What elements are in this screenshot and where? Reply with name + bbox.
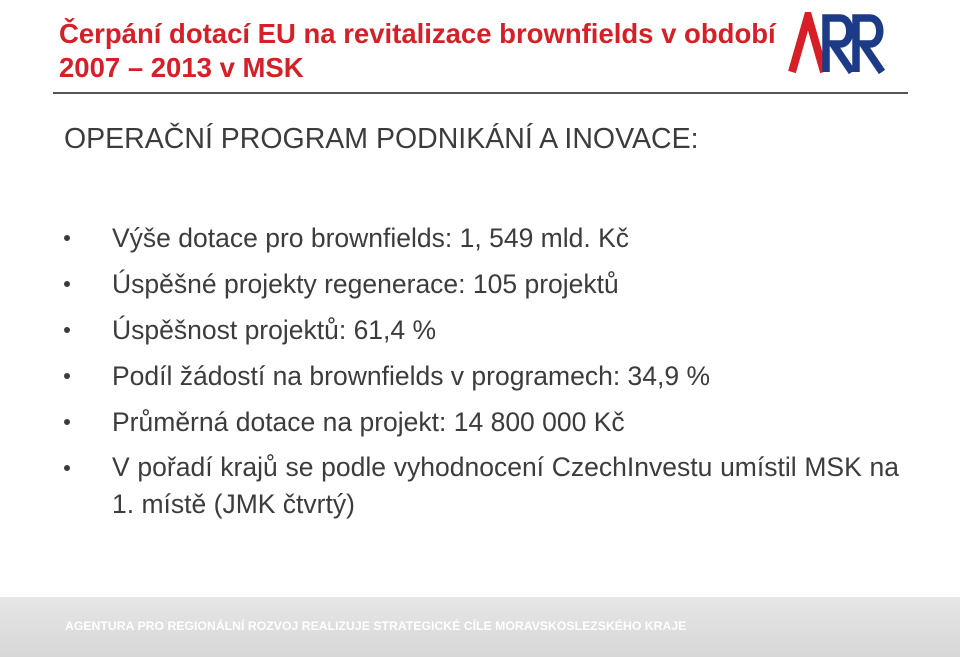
bullet-text: Podíl žádostí na brownfields v programech: 34,9 %	[112, 361, 711, 391]
bullet-text: Úspěšnost projektů: 61,4 %	[112, 315, 437, 345]
bullet-text: V pořadí krajů se podle vyhodnocení CzechInvestu umístil MSK na 1. místě (JMK čtvrtý)	[112, 452, 899, 519]
slide-title: Čerpání dotací EU na revitalizace brownfields v období 2007 – 2013 v MSK	[59, 18, 776, 83]
bullet-dot-icon	[64, 419, 70, 425]
bullet-item	[0, 311, 960, 355]
logo-letter-r-second	[856, 18, 882, 72]
bullet-item	[0, 265, 960, 309]
bullet-dot-icon	[64, 281, 70, 287]
bullet-dot-icon	[64, 465, 70, 471]
bullet-text: Výše dotace pro brownfields: 1, 549 mld. Kč	[112, 223, 630, 253]
bullet-dot-icon	[64, 327, 70, 333]
arr-logo	[788, 12, 888, 76]
title-divider	[53, 92, 908, 94]
logo-letter-r-first	[826, 18, 852, 72]
bullet-text: Průměrná dotace na projekt: 14 800 000 Kč	[112, 407, 625, 437]
section-heading: OPERAČNÍ PROGRAM PODNIKÁNÍ A INOVACE:	[64, 123, 699, 155]
bullet-item	[0, 403, 960, 447]
bullet-text: Úspěšné projekty regenerace: 105 projektů	[112, 269, 619, 299]
bullet-dot-icon	[64, 373, 70, 379]
footer-bar	[0, 597, 960, 657]
bullet-dot-icon	[64, 235, 70, 241]
bullet-item	[0, 357, 960, 401]
bullet-item	[0, 219, 960, 263]
logo-letter-a	[792, 16, 824, 72]
footer-tagline: AGENTURA PRO REGIONÁLNÍ ROZVOJ REALIZUJE STRATEGICKÉ CÍLE MORAVSKOSLEZSKÉHO KRAJE	[65, 619, 687, 633]
bullet-item	[0, 449, 960, 529]
